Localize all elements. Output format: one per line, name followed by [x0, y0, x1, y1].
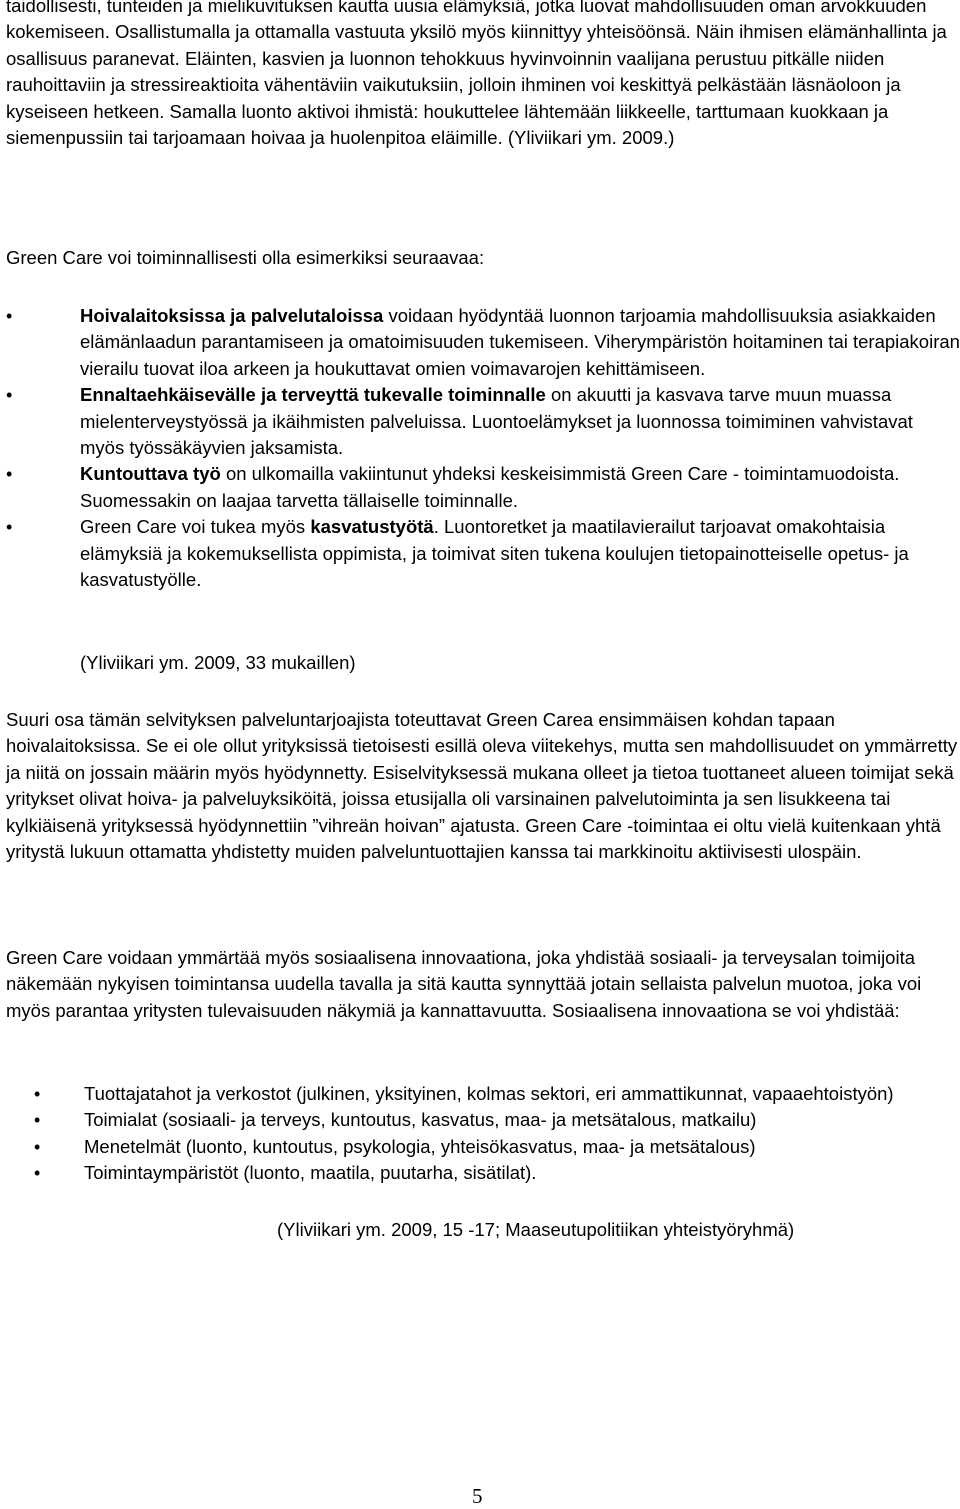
paragraph-intro-examples [6, 245, 960, 271]
list-item: • Hoivalaitoksissa ja palvelutaloissa voidaan hyödyntää luonnon tarjoamia mahdollisuuksia asiakkaiden elämänlaadun parantamiseen ja omatoimisuuden tukemiseen. Viherympäristön hoitaminen tai terapiakoiran vierailu tuovat iloa arkeen ja houkuttavat omien voimavarojen kehittämiseen. [6, 305, 960, 379]
list-item: • Toimintaympäristöt (luonto, maatila, puutarha, sisätilat). [84, 1160, 960, 1186]
list-item-bold: Kuntouttava työ [80, 463, 221, 485]
paragraph-text: taidollisesti, tunteiden ja mielikuvituksen kautta uusia elämyksiä, jotka luovat mahdollisuuden oman arvokkuuden kokemiseen. Osallistumalla ja ottamalla vastuuta yksilö myös kiinnittyy yhteisöönsä. Näin ihmisen elämänhallinta ja osallisuus paranevat. Eläinten, kasvien ja luonnon tehokkuus hyvinvoinnin vaalijana perustuu pitkälle niiden rauhoittaviin ja stressireaktioita vähentäviin vaikutuksiin, jolloin ihminen voi keskittyä pelkästään läsnäoloon ja kyseiseen hetkeen. Samalla luonto aktivoi ihmistä: houkuttelee lähtemään liikkeelle, tarttumaan kuokkaan ja siemenpussiin tai tarjoamaan hoivaa ja huolenpitoa eläimille. (Yliviikari ym. 2009.) [6, 0, 947, 149]
list-item: • Green Care voi tukea myös kasvatustyötä. Luontoretket ja maatilavierailut tarjoavat omakohtaisia elämyksiä ja kokemuksellista oppimista, ja toimivat siten tukena koulujen tietopainotteiselle opetus- ja kasvatustyölle. [6, 516, 909, 591]
source-citation: (Yliviikari ym. 2009, 15 -17; Maaseutupolitiikan yhteistyöryhmä) [277, 1219, 795, 1240]
bullet-icon: • [6, 517, 13, 538]
list-item: • Tuottajatahot ja verkostot (julkinen, yksityinen, kolmas sektori, eri ammattikunnat, vapaaehtoistyön) [84, 1081, 960, 1107]
source-citation: (Yliviikari ym. 2009, 33 mukaillen) [80, 652, 356, 673]
paragraph-text: Green Care voidaan ymmärtää myös sosiaalisena innovaationa, joka yhdistää sosiaali- ja terveysalan toimijoita näkemään nykyisen toimintansa uudella tavalla ja sitä kautta synnyttää jotain sellaista palvelun muotoa, joka voi myös parantaa yritysten tulevaisuuden näkymiä ja kannattavuutta. Sosiaalisena innovaationa se voi yhdistää: [6, 947, 922, 1021]
list-item-bold: kasvatustyötä [310, 516, 434, 538]
list-item-bold: Hoivalaitoksissa ja palvelutaloissa [80, 305, 384, 326]
bullet-icon: • [6, 306, 13, 326]
bullet-icon: • [34, 1163, 41, 1184]
paragraph-social-innovation [6, 945, 960, 1024]
bullet-icon: • [6, 385, 13, 406]
page-number: 5 [472, 1484, 483, 1508]
paragraph-providers [6, 707, 960, 865]
list-item: • Ennaltaehkäisevälle ja terveyttä tukevalle toiminnalle on akuutti ja kasvava tarve muun muassa mielenterveystyössä ja ikäihmisten palveluissa. Luontoelämykset ja luonnossa toimiminen vahvistavat myös työssäkäyvien jaksamista. [6, 384, 913, 459]
list-item-bold: Ennaltaehkäisevälle ja terveyttä tukevalle toiminnalle [80, 384, 546, 406]
innovation-list [34, 1081, 960, 1187]
paragraph-text: Suuri osa tämän selvityksen palveluntarjoajista toteuttavat Green Carea ensimmäisen kohdan tapaan hoivalaitoksissa. Se ei ole ollut yrityksissä tietoisesti esillä oleva viitekehys, mutta sen mahdollisuudet on ymmärretty ja niitä on jossain määrin myös hyödynnetty. Esiselvityksessä mukana olleet ja tietoa tuottaneet alueen toimijat sekä yritykset olivat hoiva- ja palveluyksiköitä, joissa etusijalla oli varsinainen palvelutoiminta ja sen lisukkeena tai kylkiäisenä yrityksessä hyödynnettiin ”vihreän hoivan” ajatusta. Green Care -toimintaa ei oltu vielä kuitenkaan yhtä yritystä lukuun ottamatta yhdistetty muiden palveluntuottajien kanssa tai markkinoitu aktiivisesti ulospäin. [6, 709, 958, 863]
list-item: • Kuntouttava työ on ulkomailla vakiintunut yhdeksi keskeisimmistä Green Care - toimintamuodoista. Suomessakin on laajaa tarvetta tällaiselle toiminnalle. [6, 463, 900, 511]
list-item: • Toimialat (sosiaali- ja terveys, kuntoutus, kasvatus, maa- ja metsätalous, matkailu) [84, 1107, 960, 1133]
bullet-icon: • [6, 464, 13, 485]
examples-list [6, 303, 960, 593]
list-item: • Menetelmät (luonto, kuntoutus, psykologia, yhteisökasvatus, maa- ja metsätalous) [84, 1134, 960, 1160]
paragraph-continued [6, 0, 960, 151]
bullet-icon: • [34, 1136, 41, 1157]
paragraph-text: Green Care voi toiminnallisesti olla esimerkiksi seuraavaa: [6, 247, 485, 268]
bullet-icon: • [34, 1084, 41, 1104]
bullet-icon: • [34, 1110, 41, 1131]
